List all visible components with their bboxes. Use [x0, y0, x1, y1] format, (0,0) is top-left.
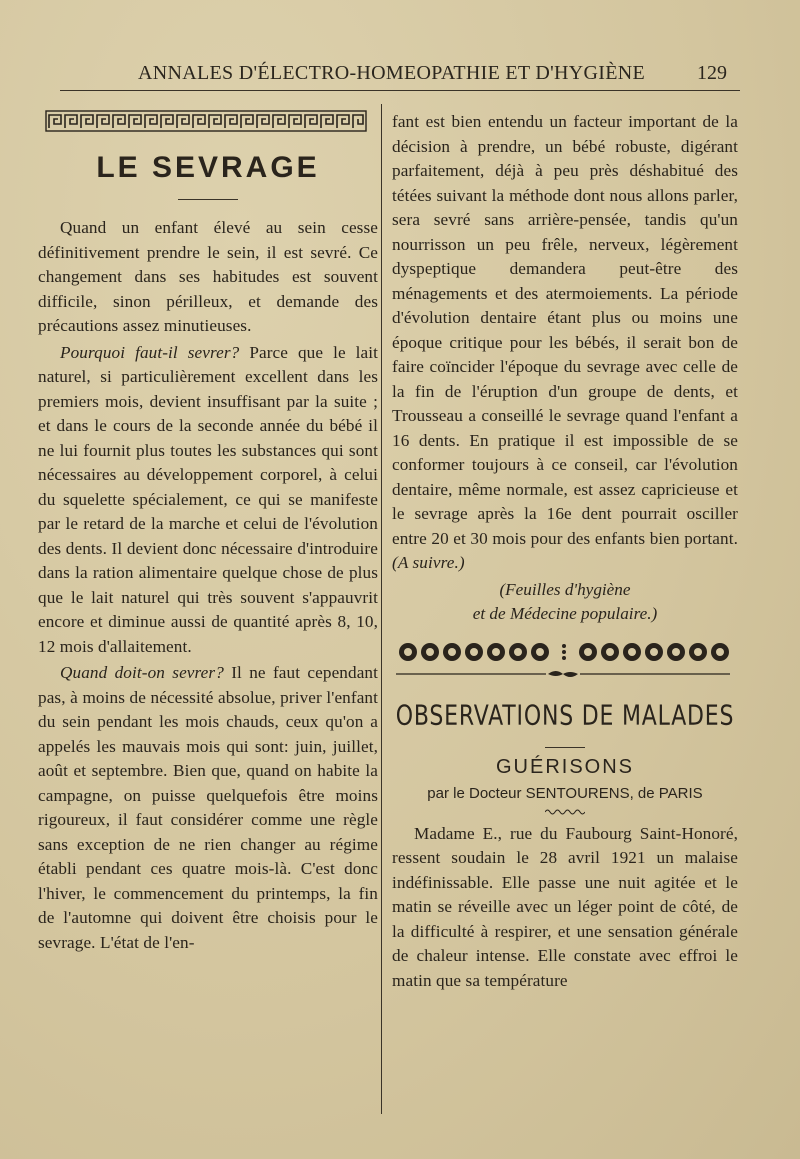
- running-title: ANNALES D'ÉLECTRO-HOMEOPATHIE ET D'HYGIÈNE: [138, 62, 645, 84]
- to-follow-note: (A suivre.): [392, 553, 465, 572]
- article-paragraph-2: [38, 341, 378, 660]
- observations-rule: [545, 747, 585, 748]
- header-rule: [60, 90, 740, 91]
- page-header: [0, 60, 800, 96]
- article-paragraph-3: [38, 661, 378, 955]
- column-divider: [381, 104, 382, 1114]
- observations-byline: par le Docteur SENTOURENS, de PARIS: [427, 784, 703, 802]
- source-line-1: (Feuilles d'hygiène: [499, 579, 631, 599]
- left-column: [38, 110, 378, 955]
- title-rule: [178, 199, 238, 200]
- greek-key-ornament: [45, 110, 367, 132]
- wave-ornament: [545, 808, 585, 816]
- source-line-2: et de Médecine populaire.): [472, 603, 658, 623]
- observations-paragraph: Madame E., rue du Faubourg Saint-Honoré, ressent soudain le 28 avril 1921 un malaise indéfinissable. Elle passe une nuit agitée et le matin se réveille avec un léger point de côté, de la difficulté à respirer, et une sensation générale de chaleur intense. Elle constate avec effroi le matin que sa température: [392, 823, 738, 990]
- article-paragraph-1: Quand un enfant élevé au sein cesse définitivement prendre le sein, il est sevré. Ce changement dans ses habitudes est souvent difficile, sinon périlleux, et demande des précautions assez minutieuses.: [38, 218, 378, 335]
- continuation-text: fant est bien entendu un facteur important de la décision à prendre, un bébé robuste, digérant parfaitement, déjà à peu près déshabitué des tétées suivant la méthode dont nous allons parler, sera sevré sans arrière-pensée, tandis qu'un nourrisson un peu frêle, nerveux, légèrement dyspeptique demandera peut-être des ménagements et des atermoiements. La période d'évolution dentaire étant plus ou moins une époque critique pour les bébés, il serait bon de faire coïncider l'époque du sevrage avec celle de la fin de l'éruption d'un groupe de dents, et Trousseau a conseillé le sevrage quand l'enfant a 16 dents. En pratique il est impossible de se conformer toujours à ce conseil, car l'évolution dentaire, même normale, est assez capricieuse et le sevrage après la 16e dent pourrait osciller entre 20 et 30 mois pour des enfants bien portant.: [392, 112, 738, 548]
- right-column: [392, 110, 738, 993]
- article-title: LE SEVRAGE: [96, 151, 320, 184]
- floral-ornament-band: [394, 638, 734, 666]
- paragraph-2-body: Parce que le lait naturel, si particulièrement excellent dans les premiers mois, devient insuffisant par la suite ; et dans le cours de la seconde année du bébé il ne lui fournit plus toutes les substances qui sont nécessaires au développement corporel, à celui du squelette spécialement, ce qui se manifeste par le retard de la marche et celui de l'évolution des dents. Il devient donc nécessaire d'introduire dans la ration alimentaire quelque chose de plus que le lait naturel qui très souvent s'appauvrit encore et diminue aussi de quantité après 8, 10, 12 mois d'allaitement.: [38, 342, 378, 656]
- observations-title: OBSERVATIONS DE MALADES: [395, 700, 735, 732]
- paragraph-3-lead: Quand doit-on sevrer?: [60, 663, 224, 682]
- paragraph-3-body: Il ne faut cependant pas, à moins de nécessité absolue, priver l'enfant du sein pendant les mois chauds, ceux qu'on a appelés les mauvais mois qui sont: juin, juillet, août et septembre. Bien que, quand on habite la campagne, on puisse quelquefois être moins rigoureux, il faut considérer comme une règle sans exception de ne rien changer au régime établi pendant ces quatre mois-là. C'est donc l'hiver, le commencement du printemps, la fin de l'automne qui doivent être choisis pour le sevrage. L'état de l'en-: [38, 663, 378, 952]
- article-continuation: [392, 110, 738, 576]
- observations-subtitle: GUÉRISONS: [495, 755, 635, 778]
- page-number: 129: [697, 62, 727, 84]
- ornament-divider-rule: [396, 668, 730, 680]
- paragraph-2-lead: Pourquoi faut-il sevrer?: [60, 342, 240, 362]
